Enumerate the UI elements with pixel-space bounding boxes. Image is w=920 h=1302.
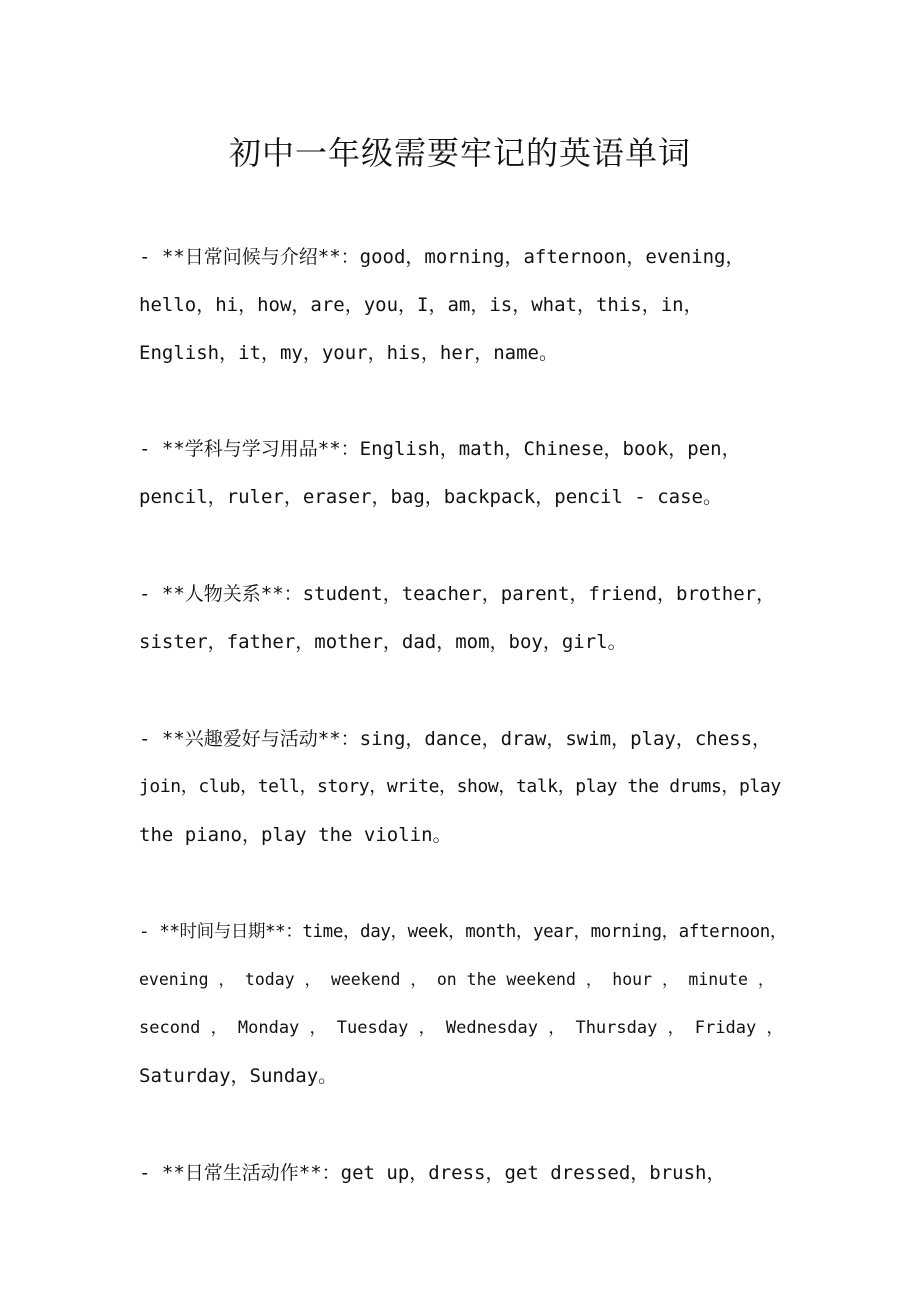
section-line: Saturday，Sunday。 (139, 1065, 338, 1087)
section-line: pencil，ruler，eraser，bag，backpack，pencil - case。 (139, 486, 722, 508)
section-line: the piano，play the violin。 (139, 824, 452, 846)
section-line: sister，father，mother，dad，mom，boy，girl。 (139, 631, 627, 653)
section-line: - **人物关系**：student，teacher，parent，friend，brother， (139, 583, 776, 605)
section-line: second ， Monday ， Tuesday ， Wednesday ， Thursday ， Friday ， (139, 1018, 784, 1038)
section-line: evening ， today ， weekend ， on the weekend ， hour ， minute ， (139, 970, 775, 989)
section-line: English，it，my，your，his，her，name。 (139, 342, 558, 364)
section-line: - **兴趣爱好与活动**：sing，dance，draw，swim，play，chess， (139, 728, 772, 750)
section-line: - **时间与日期**：time，day，week，month，year，morning，afternoon， (139, 922, 788, 942)
section-subjects (139, 425, 789, 521)
section-line: - **日常生活动作**：get up，dress，get dressed，brush， (139, 1162, 726, 1184)
document-title: 初中一年级需要牢记的英语单词 (228, 134, 691, 172)
section-time (139, 908, 789, 1100)
section-line: - **日常问候与介绍**：good，morning，afternoon，evening， (139, 246, 745, 268)
section-daily-actions (139, 1149, 789, 1197)
section-greetings (139, 233, 789, 377)
section-relationships (139, 570, 789, 666)
section-hobbies (139, 715, 789, 859)
section-line: - **学科与学习用品**：English，math，Chinese，book，pen， (139, 438, 741, 460)
section-line: join，club，tell，story，write，show，talk，play the drums，play (139, 776, 781, 797)
section-line: hello，hi，how，are，you，I，am，is，what，this，in， (139, 294, 703, 316)
